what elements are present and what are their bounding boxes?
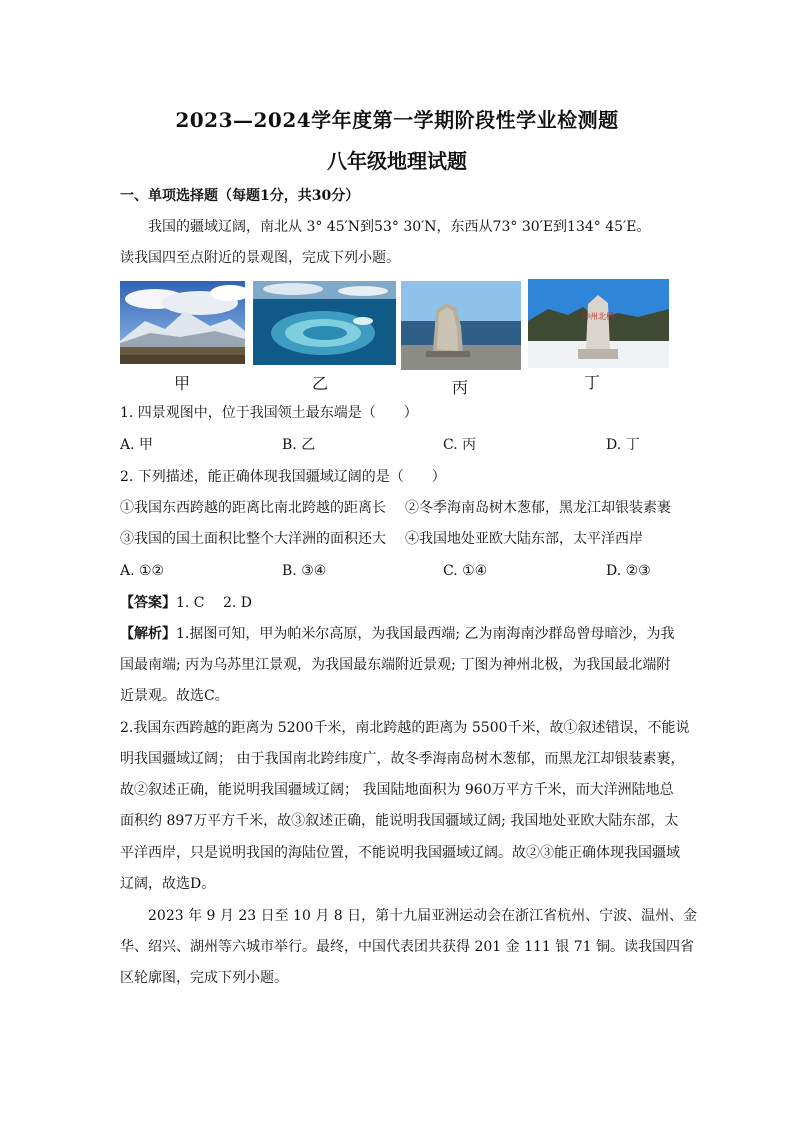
analysis-line-4: 2.我国东西跨越的距离为 5200千米，南北跨越的距离为 5500千米，故①叙述错误，不能说 xyxy=(120,720,690,736)
photo-label-yi: 乙 xyxy=(311,374,328,393)
riverside-stone-photo-icon xyxy=(401,281,521,370)
analysis-line-6: 故②叙述正确，能说明我国疆域辽阔； 我国陆地面积为 960万平方千米，而大洋洲陆地总 xyxy=(120,782,674,798)
passage2-line-2: 华、绍兴、湖州等六城市举行。最终，中国代表团共获得 201 金 111 银 71 铜。读我国四省 xyxy=(120,939,694,955)
q2-statement-3: ③我国的国土面积比整个大洋洲的面积还大 xyxy=(120,531,386,547)
q1-option-c[interactable]: C. 丙 xyxy=(443,437,477,453)
analysis-line-2: 国最南端; 丙为乌苏里江景观，为我国最东端附近景观; 丁图为神州北极，为我国最北端附 xyxy=(120,657,671,673)
north-pole-monument-photo-icon xyxy=(528,279,669,368)
mountain-photo-icon xyxy=(120,281,245,364)
analysis-line-1: 1.据图可知，甲为帕米尔高原，为我国最西端; 乙为南海南沙群岛曾母暗沙，为我 xyxy=(176,626,675,642)
q2-option-b[interactable]: B. ③④ xyxy=(282,563,327,579)
photo-label-jia: 甲 xyxy=(173,374,190,393)
q2-stem: 2. 下列描述，能正确体现我国疆域辽阔的是（ ） xyxy=(120,469,446,485)
intro-line-2: 读我国四至点附近的景观图，完成下列小题。 xyxy=(120,250,400,266)
analysis-line-8: 平洋西岸，只是说明我国的海陆位置，不能说明我国疆域辽阔。故②③能正确体现我国疆域 xyxy=(120,845,680,861)
exam-subtitle: 八年级地理试题 xyxy=(327,149,467,173)
analysis-row-1 xyxy=(120,624,675,644)
passage2-line-3: 区轮廓图，完成下列小题。 xyxy=(120,970,288,986)
section-heading: 一、单项选择题（每题1分，共30分） xyxy=(120,188,360,204)
analysis-line-9: 辽阔，故选D。 xyxy=(120,876,216,892)
passage2-line-1: 2023 年 9 月 23 日至 10 月 8 日，第十九届亚洲运动会在浙江省杭州、宁波、温州、金 xyxy=(148,908,698,924)
monument-inscription: 神州北极 xyxy=(582,312,614,321)
q2-option-c[interactable]: C. ①④ xyxy=(443,563,488,579)
exam-title: 2023—2024学年度第一学期阶段性学业检测题 xyxy=(175,108,619,132)
answer-label: 【答案】 xyxy=(120,595,176,611)
q1-stem: 1. 四景观图中，位于我国领土最东端是（ ） xyxy=(120,405,418,421)
q2-statement-1: ①我国东西跨越的距离比南北跨越的距离长 xyxy=(120,500,386,516)
q2-option-d[interactable]: D. ②③ xyxy=(606,563,651,579)
analysis-line-3: 近景观。故选C。 xyxy=(120,688,229,704)
q1-option-b[interactable]: B. 乙 xyxy=(282,437,316,453)
analysis-line-5: 明我国疆域辽阔； 由于我国南北跨纬度广，故冬季海南岛树木葱郁，而黑龙江却银装素裹， xyxy=(120,751,685,767)
answer-text: 1. C 2. D xyxy=(176,595,253,611)
q1-option-d[interactable]: D. 丁 xyxy=(606,437,640,453)
photo-label-ding: 丁 xyxy=(583,373,600,392)
intro-line-1: 我国的疆域辽阔，南北从 3° 45′N到53° 30′N，东西从73° 30′E到134° 45′E。 xyxy=(148,219,651,235)
answer-row xyxy=(120,593,252,613)
analysis-label: 【解析】 xyxy=(120,626,176,642)
q2-statement-4: ④我国地处亚欧大陆东部，太平洋西岸 xyxy=(405,531,643,547)
analysis-line-7: 面积约 897万平方千米，故③叙述正确，能说明我国疆域辽阔; 我国地处亚欧大陆东部，太 xyxy=(120,813,679,829)
q2-option-a[interactable]: A. ①② xyxy=(120,563,165,579)
reef-photo-icon xyxy=(253,281,396,365)
q2-statement-2: ②冬季海南岛树木葱郁，黑龙江却银装素裹 xyxy=(405,500,671,516)
q1-option-a[interactable]: A. 甲 xyxy=(120,437,154,453)
photo-label-bing: 丙 xyxy=(451,378,468,397)
